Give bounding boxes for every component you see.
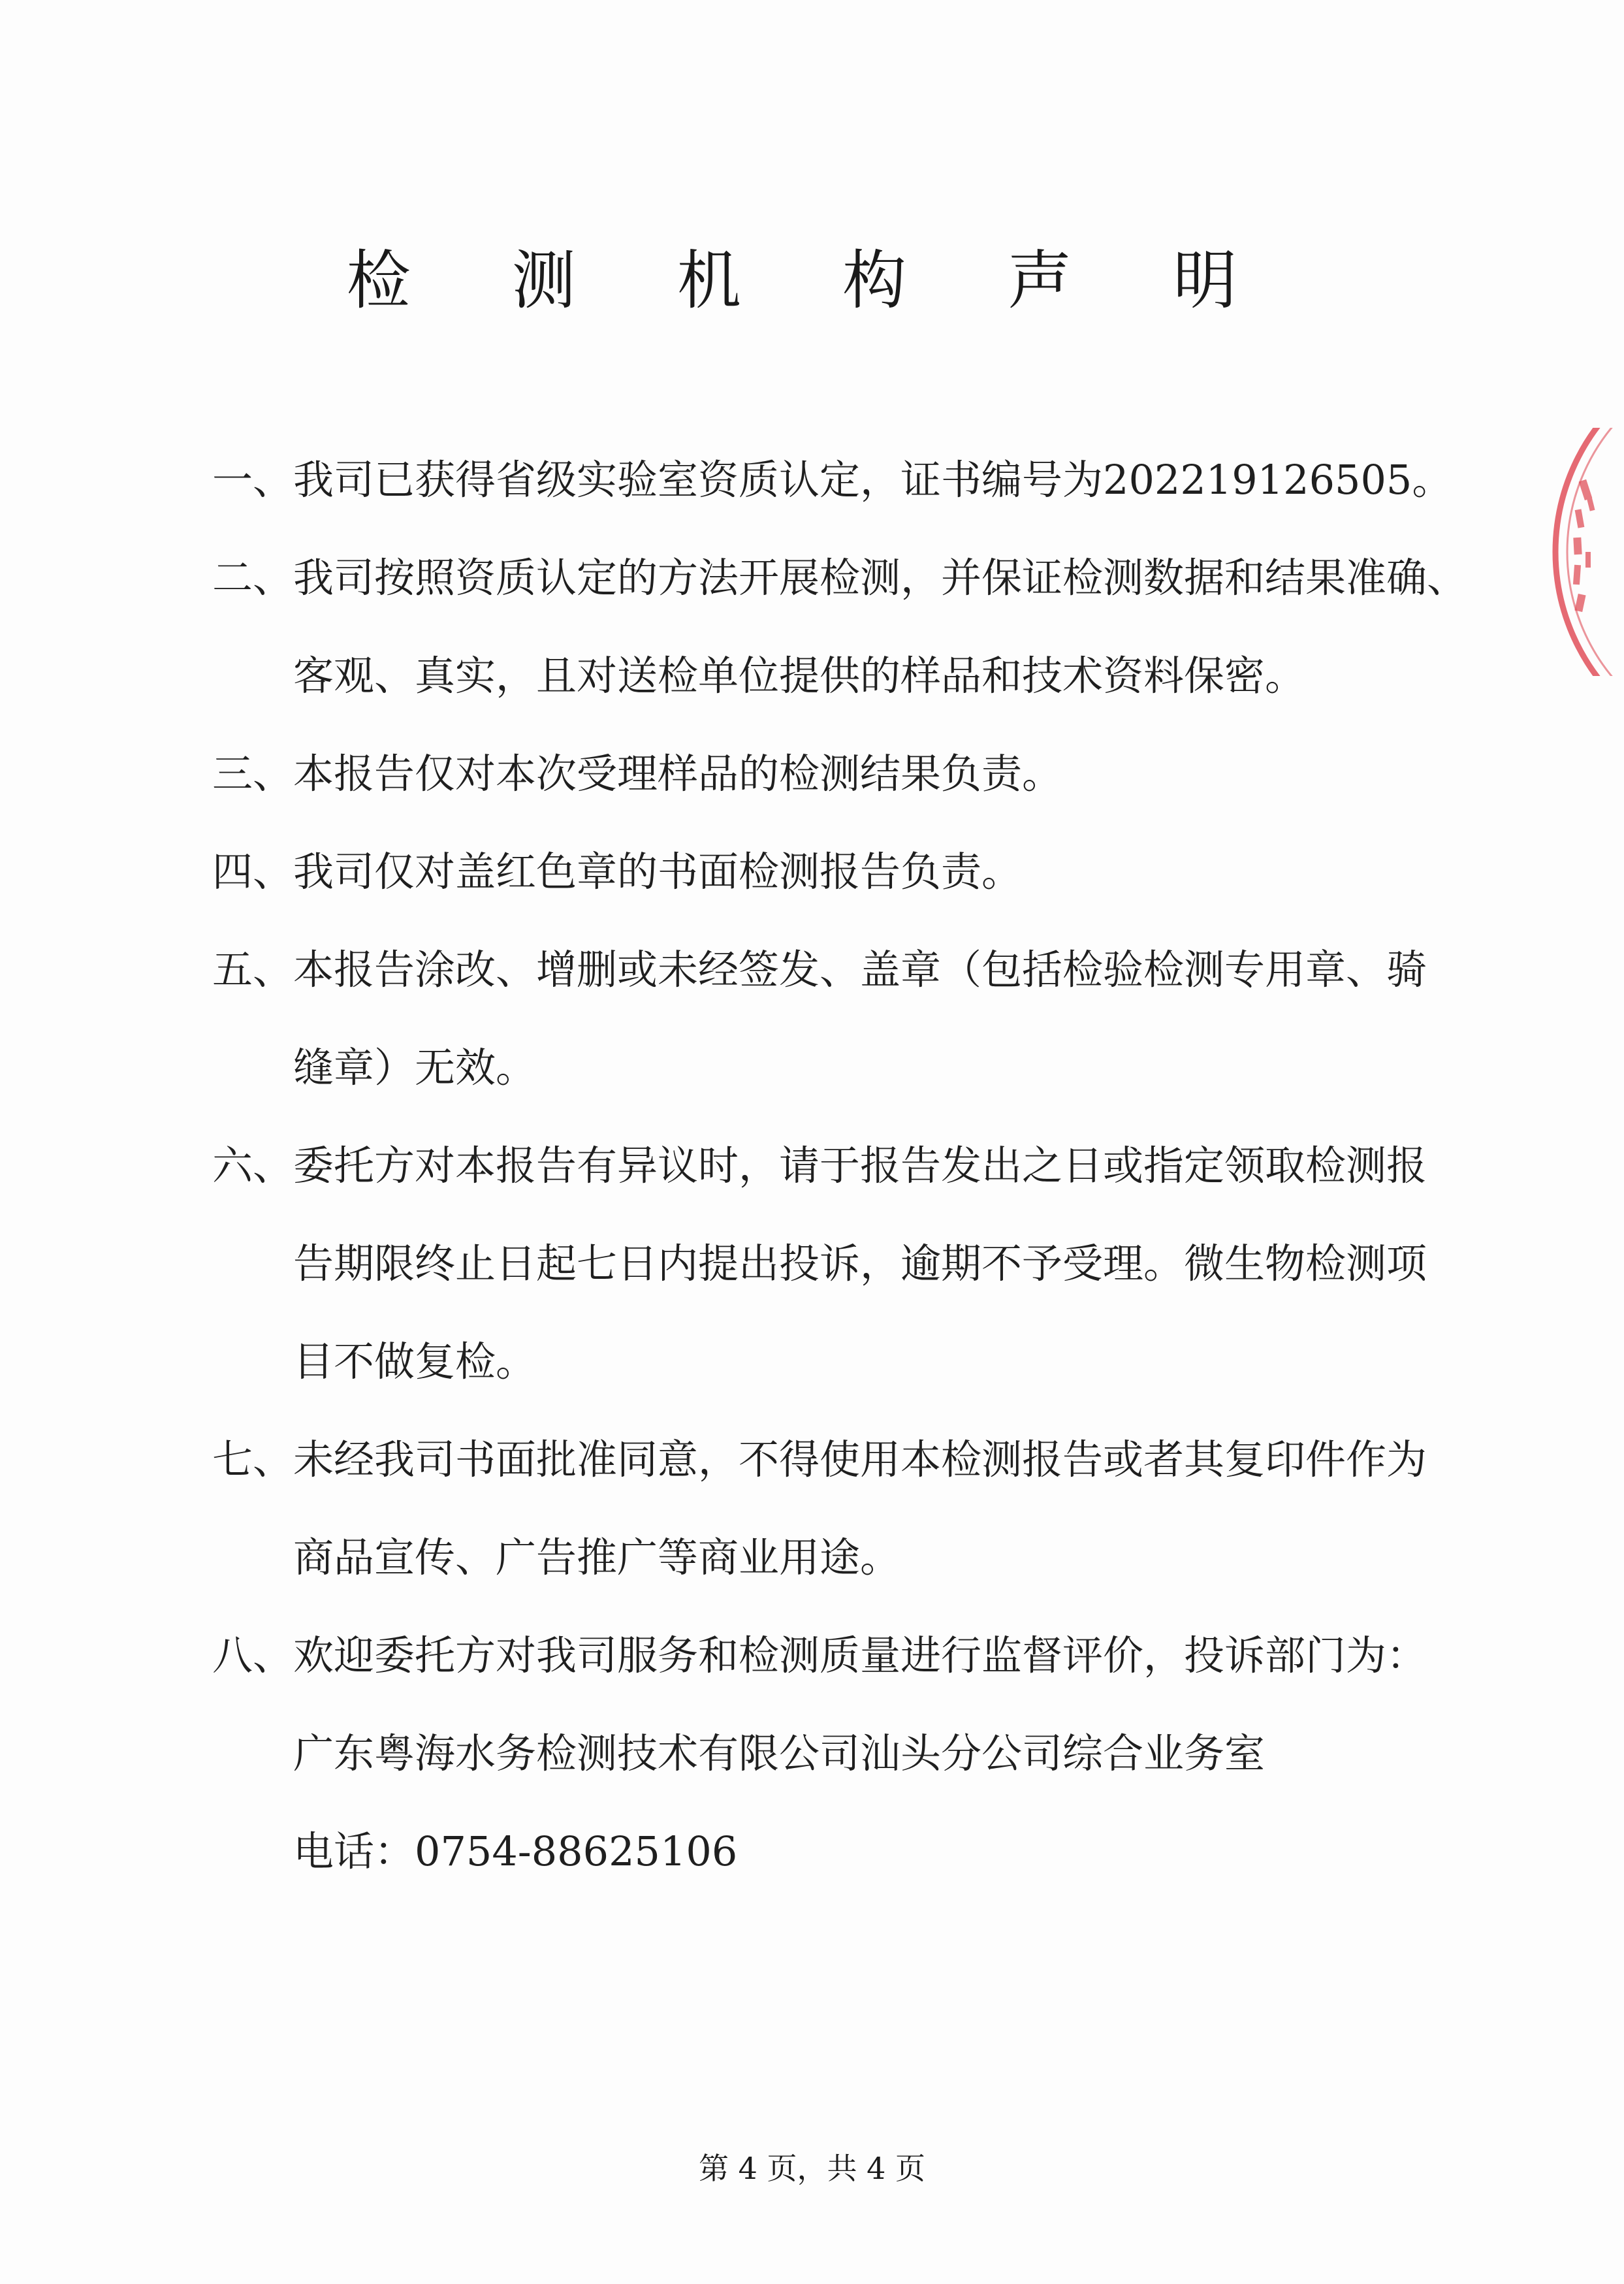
statement-item-8 — [212, 1607, 1486, 1901]
phone-number: 电话：0754-88625106 — [293, 1827, 738, 1875]
item-number: 八、 — [212, 1632, 294, 1679]
complaint-department: 广东粤海水务检测技术有限公司汕头分公司综合业务室 — [293, 1729, 1266, 1777]
item-text: 我司按照资质认定的方法开展检测，并保证检测数据和结果准确、 — [293, 554, 1468, 602]
item-text-continued: 告期限终止日起七日内提出投诉，逾期不予受理。微生物检测项 — [293, 1240, 1427, 1287]
item-number: 六、 — [212, 1142, 294, 1189]
item-number: 二、 — [212, 554, 294, 602]
item-text: 未经我司书面批准同意，不得使用本检测报告或者其复印件作为 — [293, 1436, 1427, 1483]
page-number-footer: 第 4 页，共 4 页 — [698, 2151, 926, 2186]
item-text: 我司已获得省级实验室资质认定，证书编号为202219126505。 — [293, 456, 1453, 504]
statement-item-6 — [212, 1117, 1486, 1411]
statement-item-2 — [212, 529, 1486, 725]
item-text-continued: 客观、真实，且对送检单位提供的样品和技术资料保密。 — [293, 652, 1306, 700]
item-text: 本报告涂改、增删或未经签发、盖章（包括检验检测专用章、骑 — [293, 946, 1427, 993]
statement-item-7 — [212, 1411, 1486, 1607]
statement-item-4 — [212, 823, 1486, 921]
item-number: 七、 — [212, 1436, 294, 1483]
statement-item-1 — [212, 431, 1486, 529]
item-number: 四、 — [212, 848, 294, 895]
item-text-continued: 商品宣传、广告推广等商业用途。 — [293, 1534, 901, 1581]
page-title: 检 测 机 构 声 明 — [346, 244, 1278, 318]
item-text-continued: 目不做复检。 — [293, 1338, 537, 1385]
item-number: 五、 — [212, 946, 294, 993]
item-number: 三、 — [212, 750, 294, 797]
item-text: 本报告仅对本次受理样品的检测结果负责。 — [293, 750, 1063, 797]
item-text: 委托方对本报告有异议时，请于报告发出之日或指定领取检测报 — [293, 1142, 1427, 1189]
statement-item-3 — [212, 725, 1486, 823]
item-number: 一、 — [212, 456, 294, 504]
red-seal-stamp — [1548, 428, 1619, 676]
item-text: 我司仅对盖红色章的书面检测报告负责。 — [293, 848, 1023, 895]
item-text-continued: 缝章）无效。 — [293, 1044, 537, 1091]
item-text: 欢迎委托方对我司服务和检测质量进行监督评价，投诉部门为： — [293, 1632, 1427, 1679]
statement-item-5 — [212, 921, 1486, 1117]
